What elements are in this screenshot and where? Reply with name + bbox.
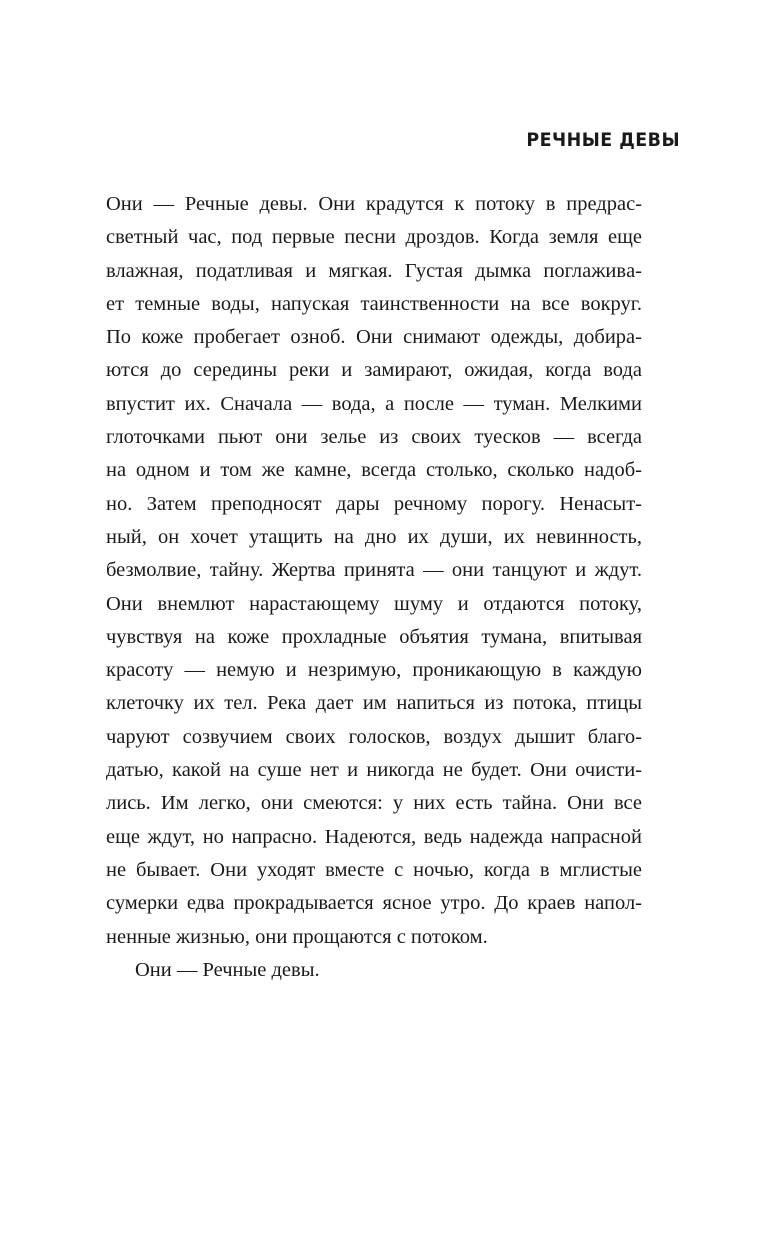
text-line: лись. Им легко, они смеются: у них есть тайна. Они все (106, 792, 642, 815)
text-line: светный час, под первые песни дроздов. Когда земля еще (106, 226, 642, 249)
body-text (106, 188, 642, 987)
text-line: ются до середины реки и замирают, ожидая, когда вода (106, 359, 642, 382)
text-line: на одном и том же камне, всегда столько, сколько надоб- (106, 459, 642, 482)
running-title: РЕЧНЫЕ ДЕВЫ (526, 129, 680, 151)
text-line: ный, он хочет утащить на дно их души, их невинность, (106, 525, 642, 548)
text-line: чувствуя на коже прохладные объятия тумана, впитывая (106, 625, 642, 648)
text-line: чаруют созвучием своих голосков, воздух дышит благо- (106, 725, 642, 748)
closing-paragraph: Они — Речные девы. (135, 958, 320, 981)
text-line: клеточку их тел. Река дает им напиться из потока, птицы (106, 692, 642, 715)
text-line: впустит их. Сначала — вода, а после — туман. Мелкими (106, 392, 642, 415)
text-line: еще ждут, но напрасно. Надеются, ведь надежда напрасной (106, 825, 642, 848)
text-line: Они — Речные девы. Они крадутся к потоку в предрас- (106, 193, 642, 215)
text-line: безмолвие, тайну. Жертва принята — они танцуют и ждут. (106, 559, 642, 582)
text-line: не бывает. Они уходят вместе с ночью, когда в мглистые (106, 858, 642, 881)
text-line: По коже пробегает озноб. Они снимают одежды, добира- (106, 326, 642, 349)
text-line: сумерки едва прокрадывается ясное утро. До краев напол- (106, 892, 642, 915)
text-line: ет темные воды, напуская таинственности на все вокруг. (106, 292, 642, 315)
text-line: влажная, податливая и мягкая. Густая дымка поглаживa- (106, 259, 642, 282)
text-line: красоту — немую и незримую, проникающую в каждую (106, 659, 642, 682)
text-line: датью, какой на суше нет и никогда не будет. Они очисти- (106, 759, 642, 782)
text-line: но. Затем преподносят дары речному порогу. Ненасыт- (106, 492, 642, 515)
text-line: Они внемлют нарастающему шуму и отдаются потоку, (106, 592, 642, 615)
text-line: глоточками пьют они зелье из своих туесков — всегда (106, 426, 642, 449)
text-line: ненные жизнью, они прощаются с потоком. (106, 925, 488, 948)
